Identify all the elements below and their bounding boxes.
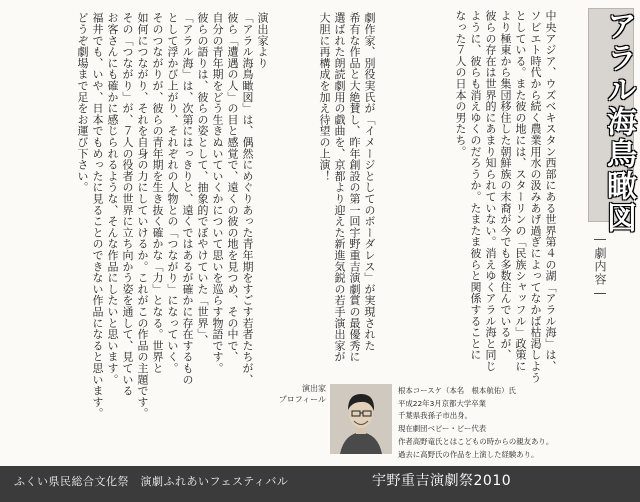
director-line: その「つながり」が、７人の役者の世界に立ち向かう姿を通して、見ている xyxy=(121,12,134,397)
director-text xyxy=(75,12,270,419)
profile-line: 平成22年3月京都大学卒業 xyxy=(398,398,487,408)
drama-line: 劇作家、別役実氏が「イメージとしてのボーダレス」が実現された xyxy=(363,12,376,351)
director-line: お客さんにも確かに感じられるような、そんな作品にしたいと思います。 xyxy=(106,12,119,385)
drama-line: 大胆に再構成を加え待望の上演！ xyxy=(318,12,331,182)
director-line: として浮かび上がり、それぞれの人物との「つながり」になっていく。 xyxy=(166,12,179,374)
director-heading: 演出家より xyxy=(256,12,269,69)
director-line: 「アラル海鳥瞰図」は、偶然にめぐりあった青年期をすごす若者たちが、 xyxy=(241,12,254,385)
story-line: ソビエト時代から続く農業用水の汲みあげ過ぎによってなかば枯渇しよう xyxy=(529,10,542,383)
profile-text xyxy=(398,385,628,461)
story-text xyxy=(453,10,558,383)
story-line: より極東から集団移住した朝鮮族の末裔が今でも多数住んでいるが、 xyxy=(499,10,512,361)
play-title: アラル海鳥瞰図 xyxy=(601,10,636,234)
story-line: としている。また彼の地には、スターリンの「民族シャッフル」政策に xyxy=(514,10,527,372)
story-line: ように、彼らも消えゆくのだろうか。たまたま彼らと関係することに xyxy=(469,10,482,361)
director-line: 福井でも、いや、日本でもめったに見ることのできない作品になると思います。 xyxy=(91,12,104,419)
director-line: 自分の青年期をどう生きぬいていくかについて思いを巡らす物語です。 xyxy=(211,12,224,374)
director-photo xyxy=(330,384,392,454)
director-line: どうぞ劇場まで足をお運び下さい。 xyxy=(76,12,89,193)
director-line: 彼らの語りは、彼らの姿として、抽象的でぼやけていた「世界」、 xyxy=(196,12,209,346)
story-line: 彼らの存在は世界的にあまり知られていない。消えゆくアラル海と同じ xyxy=(484,10,497,372)
profile-line: 作者高野竜氏とはこどもの時からの親友あり。 xyxy=(398,436,554,446)
profile-label: 演出家 プロフィール xyxy=(278,384,326,404)
profile-line: 現在劇団ベビー・ビー代表 xyxy=(398,424,487,434)
profile-line: 過去に高野氏の作品を上演した経験あり。 xyxy=(398,449,539,459)
profile-line: 千葉県我孫子市出身。 xyxy=(398,411,472,421)
director-line: 彼ら「遭遇の人」の目と感覚で、遠くの彼の地を見つめ、その中で、 xyxy=(226,12,239,363)
director-line: 如何につながり、それを自身の力にしていけるか。これがこの作品の主題です。 xyxy=(136,12,149,419)
drama-text xyxy=(317,12,377,362)
footer-bar xyxy=(0,466,640,502)
director-line: そのつながりが、彼らの青年期を生き抜く確かな「力」となる。世界と xyxy=(151,12,164,374)
story-line: 中央アジア、ウズベキスタン西部にある世界第４の湖「アラル海」は、 xyxy=(544,10,557,372)
director-line: 「アラル海」は、次第にはっきりと、遠くではあるが確かに存在するもの xyxy=(181,12,194,385)
profile-line: 根本コースケ（本名 根本航佑）氏 xyxy=(398,386,516,395)
story-line: なった７人の日本の男たち。 xyxy=(454,10,467,157)
footer-festival-name: ふくい県民総合文化祭 演劇ふれあいフェスティバル xyxy=(14,475,289,488)
footer-event-title: 宇野重吉演劇祭2010 xyxy=(372,473,512,489)
play-subtitle: ―劇内容― xyxy=(593,232,607,301)
drama-line: 選ばれた朗読劇用の戯曲を、京都より迎えた新進気鋭の若手演出家が xyxy=(333,12,346,363)
drama-line: 希有な作品と大絶賛し、昨年創設の第一回宇野重吉演劇賞の最優秀に xyxy=(348,12,361,363)
